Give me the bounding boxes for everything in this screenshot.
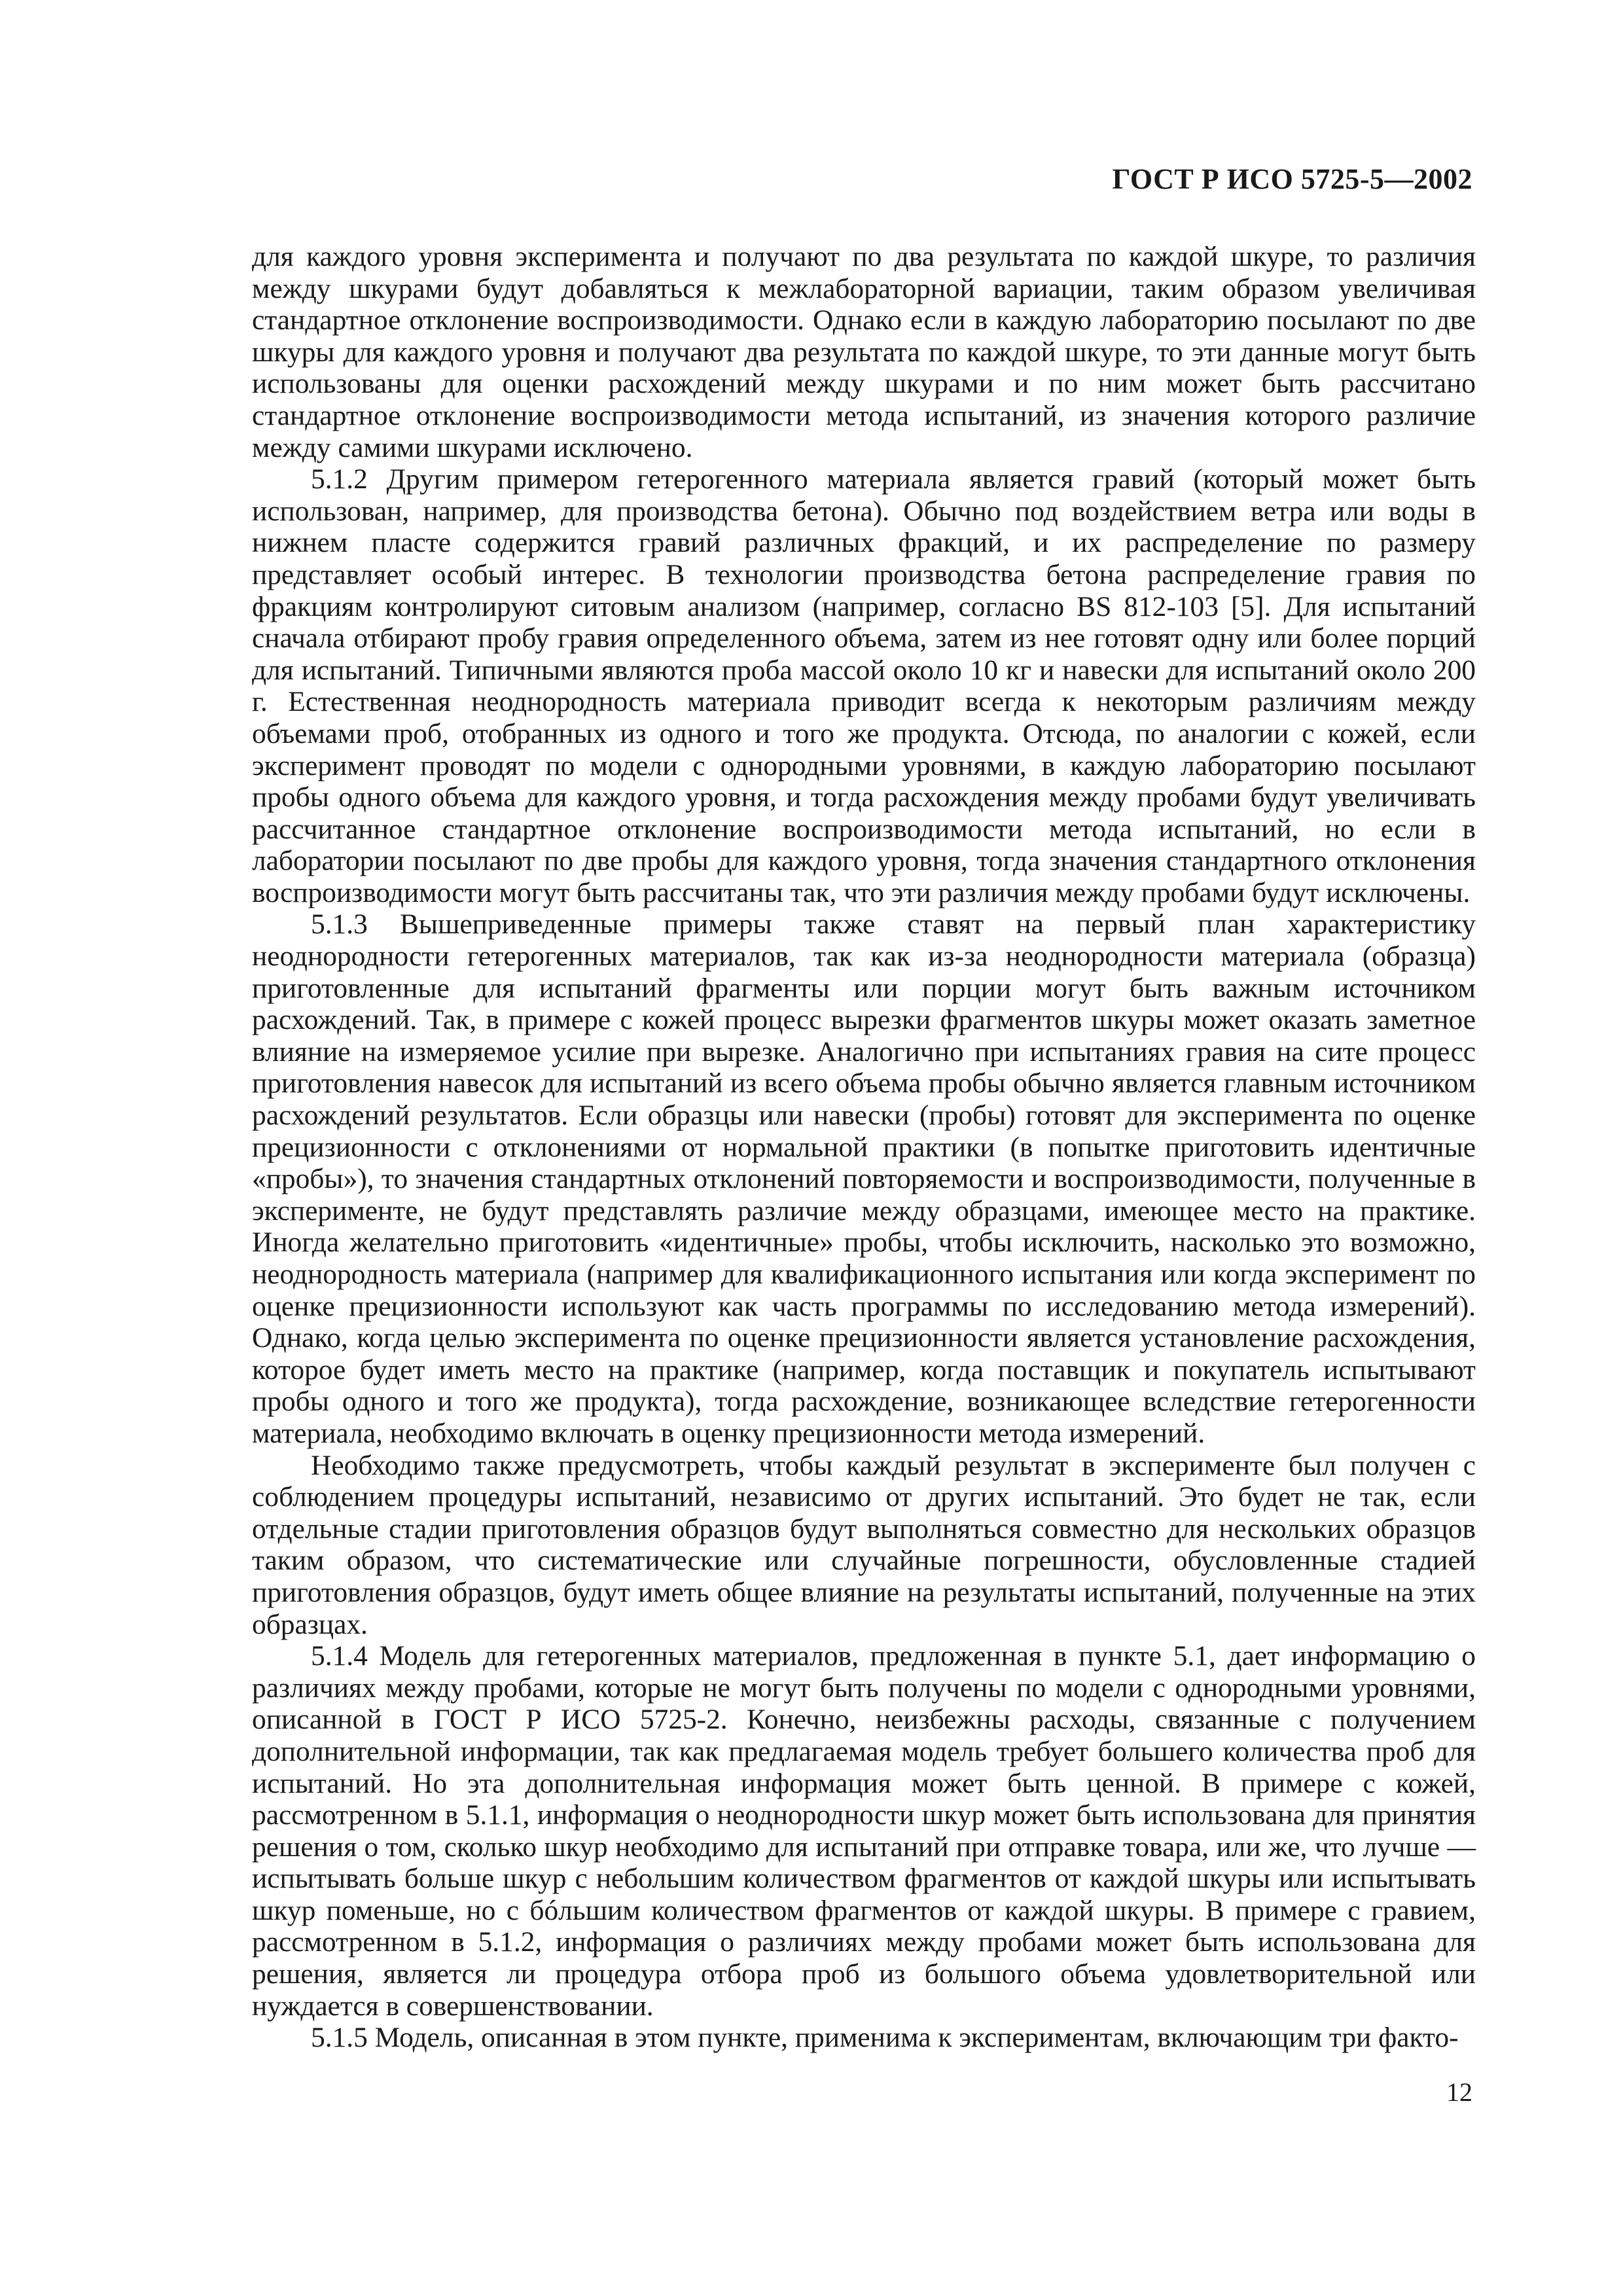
page-number: 12 (1446, 2077, 1472, 2107)
paragraph-5-1-4: 5.1.4 Модель для гетерогенных материалов, предложенная в пункте 5.1, дает информацию о различиях между пробами, которые не могут быть получены по модели с однородными уровнями, описанной в ГОСТ Р ИСО 5725-2. Конечно, неизбежны расходы, связанные с получением дополнительной информации, так как предлагаемая модель требует большего количества проб для испытаний. Но эта дополнительная информация может быть ценной. В примере с кожей, рассмотренном в 5.1.1, информация о неоднородности шкур может быть использована для принятия решения о том, сколько шкур необходимо для испытаний при отправке товара, или же, что лучше — испытывать больше шкур с небольшим количеством фрагментов от каждой шкуры или испытывать шкур поменьше, но с бóльшим количеством фрагментов от каждой шкуры. В примере с гравием, рассмотренном в 5.1.2, информация о различиях между пробами может быть использована для решения, является ли процедура отбора проб из большого объема удовлетворительной или нуждается в совершенствовании. (252, 1640, 1476, 2022)
document-body (252, 241, 1476, 2054)
document-header: ГОСТ Р ИСО 5725-5—2002 (1112, 163, 1472, 195)
paragraph-continuation: для каждого уровня эксперимента и получают по два результата по каждой шкуре, то различия между шкурами будут добавляться к межлабораторной вариации, таким образом увеличивая стандартное отклонение воспроизводимости. Однако если в каждую лабораторию посылают по две шкуры для каждого уровня и получают два результата по каждой шкуре, то эти данные могут быть использованы для оценки расхождений между шкурами и по ним может быть рассчитано стандартное отклонение воспроизводимости метода испытаний, из значения которого различие между самими шкурами исключено. (252, 241, 1476, 463)
paragraph-5-1-2: 5.1.2 Другим примером гетерогенного материала является гравий (который может быть использован, например, для производства бетона). Обычно под воздействием ветра или воды в нижнем пласте содержится гравий различных фракций, и их распределение по размеру представляет особый интерес. В технологии производства бетона распределение гравия по фракциям контролируют ситовым анализом (например, согласно BS 812-103 [5]. Для испытаний сначала отбирают пробу гравия определенного объема, затем из нее готовят одну или более порций для испытаний. Типичными являются проба массой около 10 кг и навески для испытаний около 200 г. Естественная неоднородность материала приводит всегда к некоторым различиям между объемами проб, отобранных из одного и того же продукта. Отсюда, по аналогии с кожей, если эксперимент проводят по модели с однородными уровнями, в каждую лабораторию посылают пробы одного объема для каждого уровня, и тогда расхождения между пробами будут увеличивать рассчитанное стандартное отклонение воспроизводимости метода испытаний, но если в лаборатории посылают по две пробы для каждого уровня, тогда значения стандартного отклонения воспроизводимости могут быть рассчитаны так, что эти различия между пробами будут исключены. (252, 463, 1476, 908)
paragraph-procedure-note: Необходимо также предусмотреть, чтобы каждый результат в эксперименте был получен с соблюдением процедуры испытаний, независимо от других испытаний. Это будет не так, если отдельные стадии приготовления образцов будут выполняться совместно для нескольких образцов таким образом, что систематические или случайные погрешности, обусловленные стадией приготовления образцов, будут иметь общее влияние на результаты испытаний, полученные на этих образцах. (252, 1449, 1476, 1640)
paragraph-5-1-5: 5.1.5 Модель, описанная в этом пункте, применима к экспериментам, включающим три факто- (311, 2022, 1459, 2054)
paragraph-5-1-3: 5.1.3 Вышеприведенные примеры также ставят на первый план характеристику неоднородности гетерогенных материалов, так как из-за неоднородности материала (образца) приготовленные для испытаний фрагменты или порции могут быть важным источником расхождений. Так, в примере с кожей процесс вырезки фрагментов шкуры может оказать заметное влияние на измеряемое усилие при вырезке. Аналогично при испытаниях гравия на сите процесс приготовления навесок для испытаний из всего объема пробы обычно является главным источником расхождений результатов. Если образцы или навески (пробы) готовят для эксперимента по оценке прецизионности с отклонениями от нормальной практики (в попытке приготовить идентичные «пробы»), то значения стандартных отклонений повторяемости и воспроизводимости, полученные в эксперименте, не будут представлять различие между образцами, имеющее место на практике. Иногда желательно приготовить «идентичные» пробы, чтобы исключить, насколько это возможно, неоднородность материала (например для квалификационного испытания или когда эксперимент по оценке прецизионности используют как часть программы по исследованию метода измерений). Однако, когда целью эксперимента по оценке прецизионности является установление расхождения, которое будет иметь место на практике (например, когда поставщик и покупатель испытывают пробы одного и того же продукта), тогда расхождение, возникающее вследствие гетерогенности материала, необходимо включать в оценку прецизионности метода измерений. (252, 908, 1476, 1449)
